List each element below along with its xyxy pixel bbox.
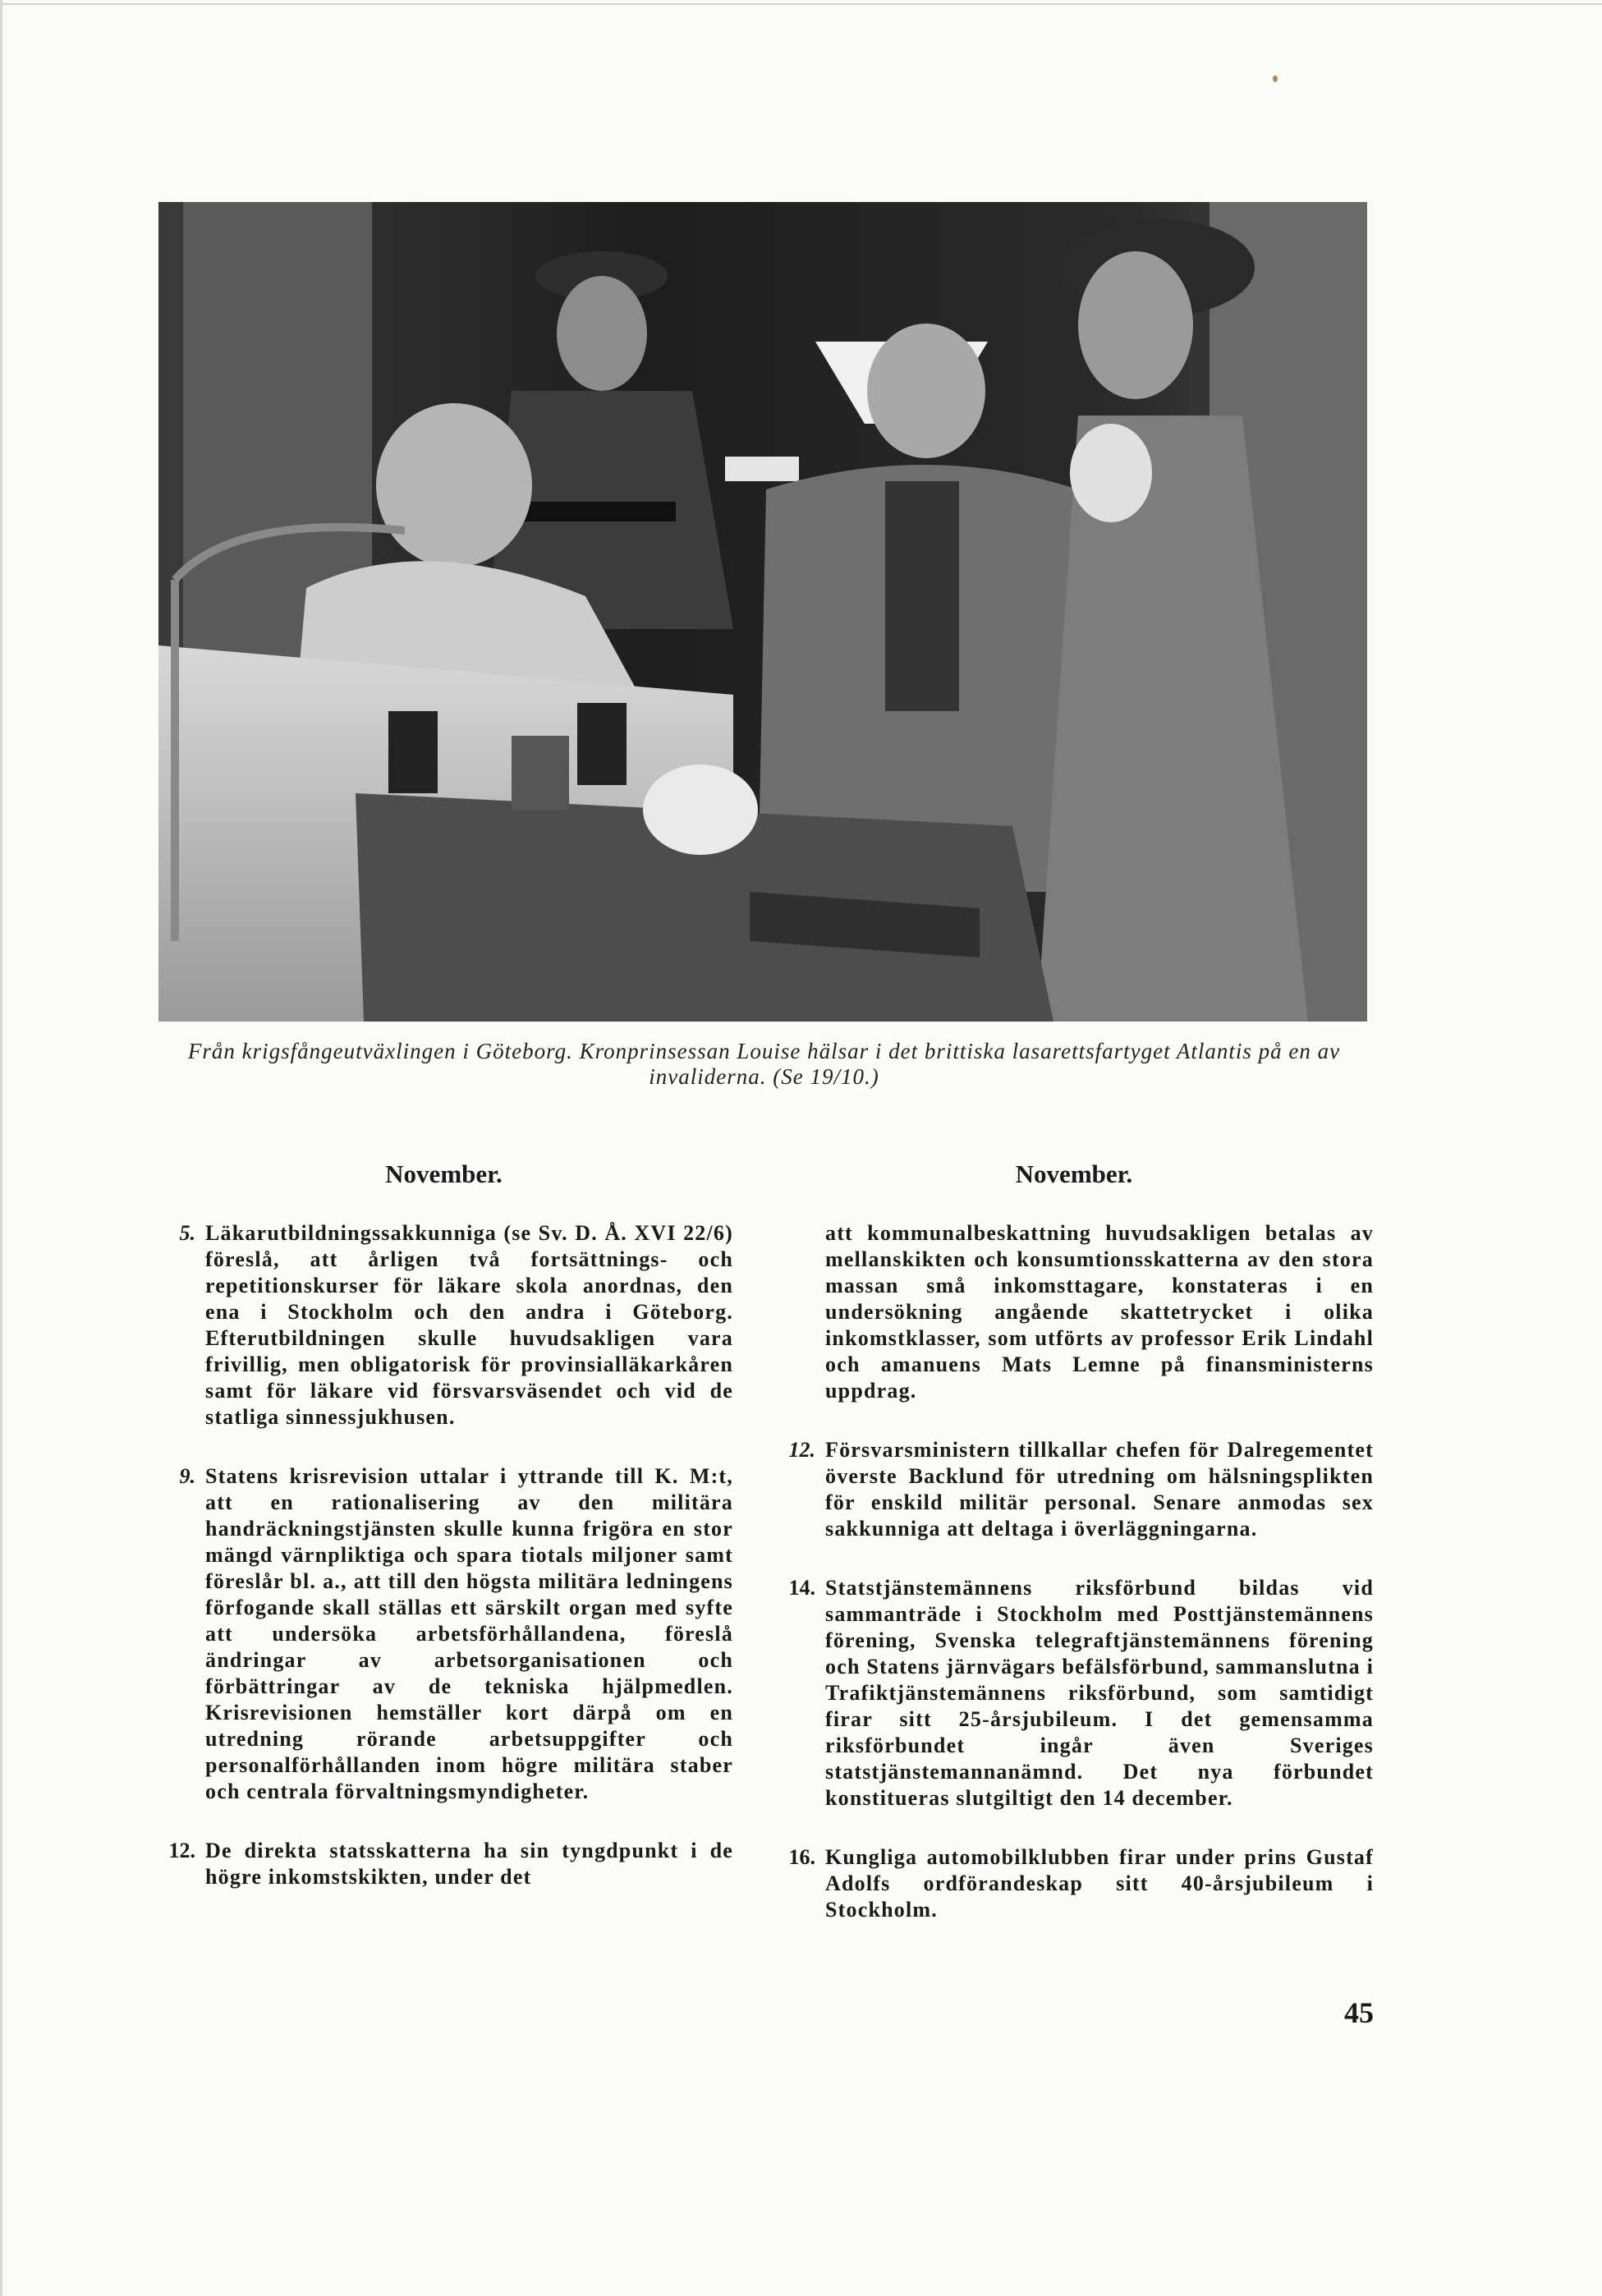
left-column [154,1159,733,1923]
list-item [774,1437,1374,1542]
entry-text: De direkta statsskatterna ha sin tyngdpunkt i de högre inkomstskikten, under det [205,1839,733,1889]
entry-continuation-text: att kommunalbeskattning huvudsakligen betalas av mellanskikten och konsumtionsskatterna av den stora massan små inkomsttagare, konstateras i en undersökning angående skattetrycket i olika inkomstklasser, som utförts av professor Erik Lindahl och amanuens Mats Lemne på finansministerns uppdrag. [825,1221,1374,1403]
entry-text: Statens krisrevision uttalar i yttrande till K. M:t, att en rationalisering av den militära handräckningstjänsten skulle kunna frigöra en stor mängd värnpliktiga och spara tiotals miljoner samt föreslår bl. a., att till den högsta militära ledningens förfogande skall ställas ett särskilt organ med syfte att undersöka arbetsförhållandena, föreslå ändringar av arbetsorganisationen och förbättringar av de tekniska hjälpmedlen. Krisrevisionen hemställer kort därpå om en utredning rörande arbetsuppgifter och personalförhållanden inom högre militära staber och centrala förvaltningsmyndigheter. [205,1464,733,1803]
entry-date: 16. [788,1845,815,1869]
entry-date: 9. [179,1464,195,1488]
entry-text: Läkarutbildningssakkunniga (se Sv. D. Å. XVI 22/6) föreslå, att årligen två fortsättnings- och repetitionskurser för läkare skola anordnas, den ena i Stockholm och den andra i Göteborg. Efterutbildningen skulle huvudsakligen vara frivillig, men obligatorisk för provinsialläkarkåren samt för läkare vid försvarsväsendet och vid de statliga sinnessjukhusen. [205,1221,733,1429]
photo-caption: Från krigsfångeutväxlingen i Göteborg. Kronprinsessan Louise hälsar i det brittiska lasarettsfartyget Atlantis på en av invaliderna. (Se 19/10.) [187,1039,1341,1089]
list-item [774,1844,1374,1923]
list-item [154,1463,733,1805]
top-edge-rule [2,3,1602,5]
paper-speck [1273,76,1278,82]
entry-date: 12. [168,1839,195,1862]
right-column-heading: November. [1015,1159,1133,1188]
right-column [774,1159,1374,1956]
entry-text: Statstjänstemännens riksförbund bildas vid sammanträde i Stockholm med Posttjänstemännens förening, Svenska telegraftjänstemännens förening och Statens järnvägars befälsförbund, sammanslutna i Trafiktjänstemännens riksförbund, som samtidigt firar sitt 25-årsjubileum. I det gemensamma riksförbundet ingår även Sveriges statstjänstemannanämnd. Det nya förbundet konstitueras slutgiltigt den 14 december. [825,1576,1374,1810]
list-item [154,1838,733,1890]
list-item [774,1220,1374,1404]
list-item [774,1575,1374,1812]
entry-date: 12. [788,1438,815,1462]
list-item [154,1220,733,1430]
entry-text: Kungliga automobilklubben firar under prins Gustaf Adolfs ordförandeskap sitt 40-årsjubileum i Stockholm. [825,1845,1374,1922]
entry-date: 5. [179,1221,195,1245]
entry-date-empty [774,1220,825,1404]
entry-text: Försvarsministern tillkallar chefen för Dalregementet överste Backlund för utredning om hälsningsplikten för enskild militär personal. Senare anmodas sex sakkunniga att deltaga i överläggningarna. [825,1438,1374,1541]
photo-illustration [158,202,1367,1022]
photo-hospital-ship-scene-icon [158,202,1367,1022]
entry-date: 14. [788,1576,815,1600]
page-number: 45 [1344,1996,1374,2029]
left-column-heading: November. [385,1159,503,1188]
